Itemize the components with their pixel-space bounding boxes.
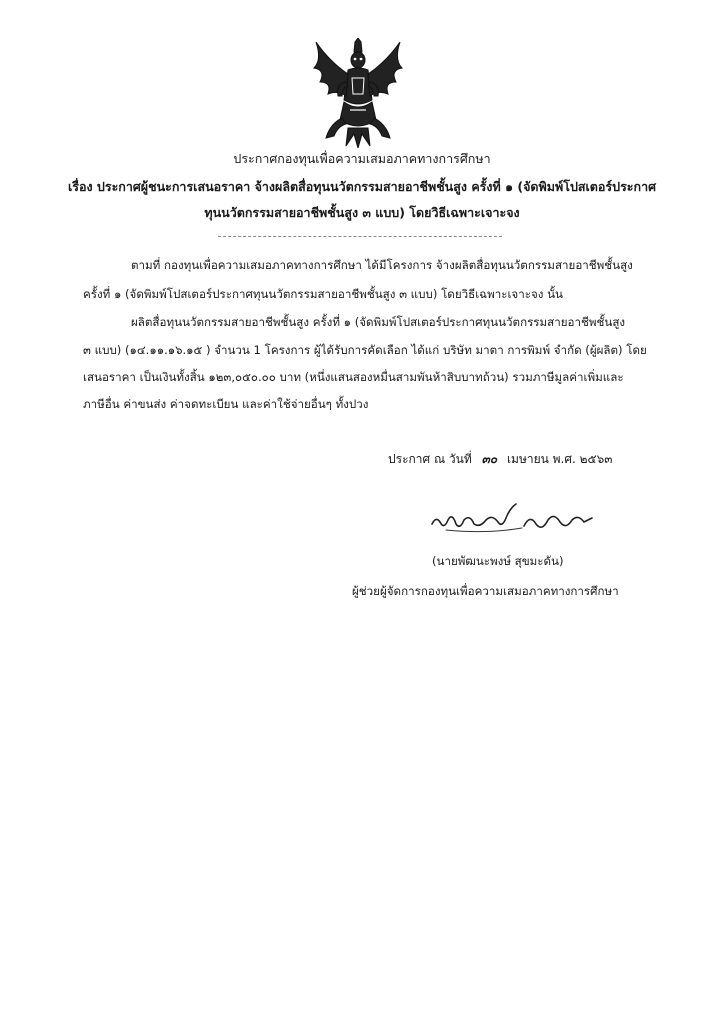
- announcement-month-year: เมษายน พ.ศ. ๒๕๖๓: [506, 452, 613, 466]
- subject-line-2: ทุนนวัตกรรมสายอาชีพชั้นสูง ๓ แบบ) โดยวิธีเฉพาะเจาะจง: [204, 205, 520, 220]
- signer-name: (นายพัฒนะพงษ์ สุขมะดัน): [432, 554, 564, 568]
- announcement-date: [388, 451, 612, 467]
- announcement-prefix: ประกาศ ณ วันที่: [388, 452, 472, 466]
- signer-title: ผู้ช่วยผู้จัดการกองทุนเพื่อความเสมอภาคทางการศึกษา: [352, 584, 619, 598]
- paragraph-2-line-3: เสนอราคา เป็นเงินทั้งสิ้น ๑๒๓,๐๕๐.๐๐ บาท (หนึ่งแสนสองหมื่นสามพันห้าสิบบาทถ้วน) รวมภาษีมูลค่าเพิ่มและ: [83, 370, 624, 384]
- paragraph-2-line-2: ๓ แบบ) (๑๔.๑๑.๑๖.๑๕ ) จำนวน 1 โครงการ ผู้ได้รับการคัดเลือก ได้แก่ บริษัท มาตา การพิมพ์ จำกัด (ผู้ผลิต) โดย: [83, 343, 647, 357]
- handwritten-signature: [426, 500, 596, 540]
- handwritten-day: ๓๐: [481, 452, 498, 466]
- paragraph-2-line-1: ผลิตสื่อทุนนวัตกรรมสายอาชีพชั้นสูง ครั้งที่ ๑ (จัดพิมพ์โปสเตอร์ประกาศทุนนวัตกรรมสายอาชีพชั้นสูง: [131, 315, 626, 329]
- garuda-emblem-icon: [308, 38, 408, 148]
- paragraph-1-line-2: ครั้งที่ ๑ (จัดพิมพ์โปสเตอร์ประกาศทุนนวัตกรรมสายอาชีพชั้นสูง ๓ แบบ) โดยวิธีเฉพาะเจาะจง นั้น: [83, 287, 563, 301]
- separator-rule: [218, 236, 502, 237]
- paragraph-1-line-1: ตามที่ กองทุนเพื่อความเสมอภาคทางการศึกษา ได้มีโครงการ จ้างผลิตสื่อทุนนวัตกรรมสายอาชีพชั้นสูง: [131, 258, 633, 272]
- paragraph-2-line-4: ภาษีอื่น ค่าขนส่ง ค่าจดทะเบียน และค่าใช้จ่ายอื่นๆ ทั้งปวง: [83, 397, 369, 411]
- organization-title: ประกาศกองทุนเพื่อความเสมอภาคทางการศึกษา: [233, 151, 491, 166]
- subject-line-1: เรื่อง ประกาศผู้ชนะการเสนอราคา จ้างผลิตสื่อทุนนวัตกรรมสายอาชีพชั้นสูง ครั้งที่ ๑ (จัดพิมพ์โปสเตอร์ประกาศ: [67, 179, 657, 194]
